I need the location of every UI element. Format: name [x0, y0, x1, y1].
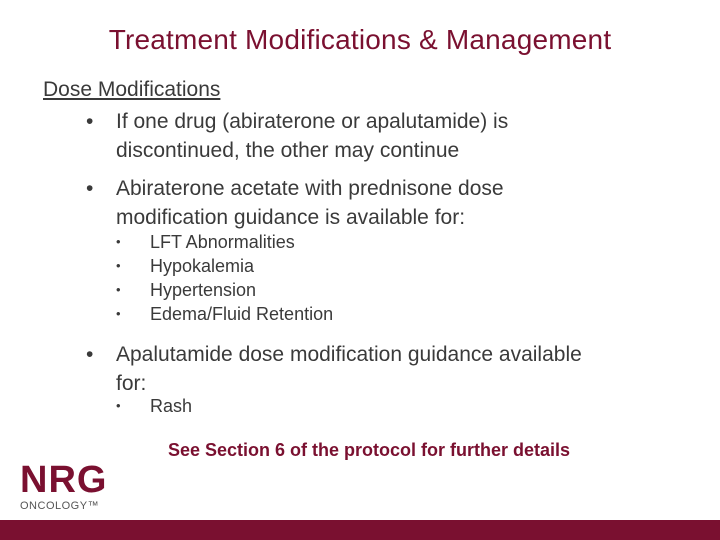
bullet-text: [116, 340, 676, 398]
bullet-marker: •: [116, 398, 121, 413]
protocol-note: See Section 6 of the protocol for further details: [168, 440, 571, 460]
bullet-marker: •: [116, 234, 121, 249]
bullet-text: [116, 174, 676, 232]
bullet-marker: •: [116, 282, 121, 297]
nrg-oncology-logo: [20, 459, 108, 512]
bullet-line: for:: [116, 372, 147, 395]
bullet-line: modification guidance is available for:: [116, 206, 466, 229]
bullet-text: [116, 107, 676, 165]
bullet-marker: •: [86, 110, 94, 133]
logo-subtitle: ONCOLOGY™: [20, 500, 100, 512]
bullet-line: If one drug (abiraterone or apalutamide) is: [116, 110, 509, 133]
bullet-line: Abiraterone acetate with prednisone dose: [116, 177, 504, 200]
sub-bullet-text: Hypokalemia: [150, 256, 255, 276]
sub-bullet-text: Hypertension: [150, 280, 257, 300]
bullet-marker: •: [86, 177, 94, 200]
bullet-line: discontinued, the other may continue: [116, 139, 460, 162]
section-heading: Dose Modifications: [43, 78, 221, 101]
sub-bullet-text: LFT Abnormalities: [150, 232, 295, 252]
sub-bullet-text: Rash: [150, 396, 193, 416]
bullet-marker: •: [86, 343, 94, 366]
bullet-marker: •: [116, 258, 121, 273]
bullet-marker: •: [116, 306, 121, 321]
footer-bar: [0, 520, 720, 540]
slide-title: Treatment Modifications & Management: [108, 24, 612, 55]
sub-bullet-text: Edema/Fluid Retention: [150, 304, 334, 324]
bullet-line: Apalutamide dose modification guidance available: [116, 343, 582, 366]
logo-wordmark: NRG: [20, 459, 108, 501]
